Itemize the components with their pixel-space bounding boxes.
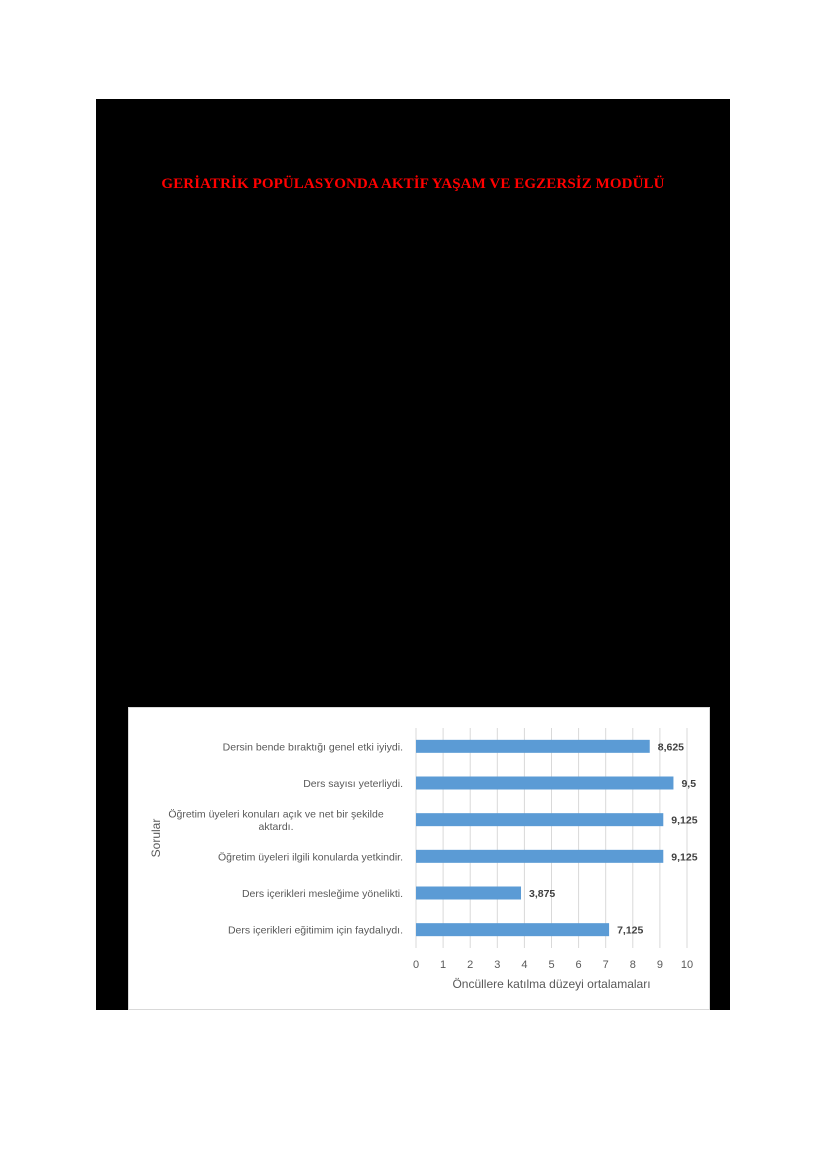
bar-5 — [416, 923, 609, 936]
data-label-1: 9,5 — [681, 778, 697, 790]
bar-0 — [416, 740, 650, 753]
x-tick-label: 10 — [680, 959, 694, 971]
category-label-1: Ders sayısı yeterliydi. — [303, 778, 403, 790]
chart-canvas — [129, 708, 711, 1011]
bar-chart — [128, 707, 710, 1010]
data-label-5: 7,125 — [617, 924, 644, 937]
category-label-5: Ders içerikleri eğitimim için faydalıydı. — [227, 924, 403, 937]
bar-4 — [416, 887, 521, 900]
x-axis-title: Öncüllere katılma düzeyi ortalamaları — [452, 977, 651, 991]
x-tick-label: 3 — [494, 959, 501, 971]
bar-2 — [416, 813, 663, 826]
y-axis-title: Sorular — [149, 818, 163, 858]
category-label-0: Dersin bende bıraktığı genel etki iyiydi. — [222, 741, 403, 754]
data-label-2: 9,125 — [671, 814, 698, 827]
x-tick-label: 2 — [467, 959, 474, 971]
x-tick-label: 6 — [575, 959, 582, 971]
x-tick-label: 4 — [521, 959, 528, 971]
bar-3 — [416, 850, 663, 863]
category-label-2: Öğretim üyeleri konuları açık ve net bir şekilde aktardı. — [168, 808, 384, 833]
x-tick-label: 9 — [656, 959, 663, 971]
data-label-0: 8,625 — [657, 741, 685, 754]
x-tick-label: 0 — [412, 959, 420, 971]
document-title: GERİATRİK POPÜLASYONDA AKTİF YAŞAM VE EGZERSİZ MODÜLÜ — [161, 176, 665, 192]
category-label-4: Ders içerikleri mesleğime yönelikti. — [241, 888, 403, 900]
x-tick-label: 7 — [602, 959, 609, 971]
data-label-4: 3,875 — [529, 888, 556, 900]
x-tick-label: 5 — [548, 959, 555, 971]
data-label-3: 9,125 — [671, 851, 698, 864]
x-tick-label: 8 — [629, 959, 636, 971]
x-tick-label: 1 — [440, 959, 447, 971]
bar-1 — [416, 777, 673, 790]
category-label-3: Öğretim üyeleri ilgili konularda yetkindir. — [218, 851, 403, 864]
